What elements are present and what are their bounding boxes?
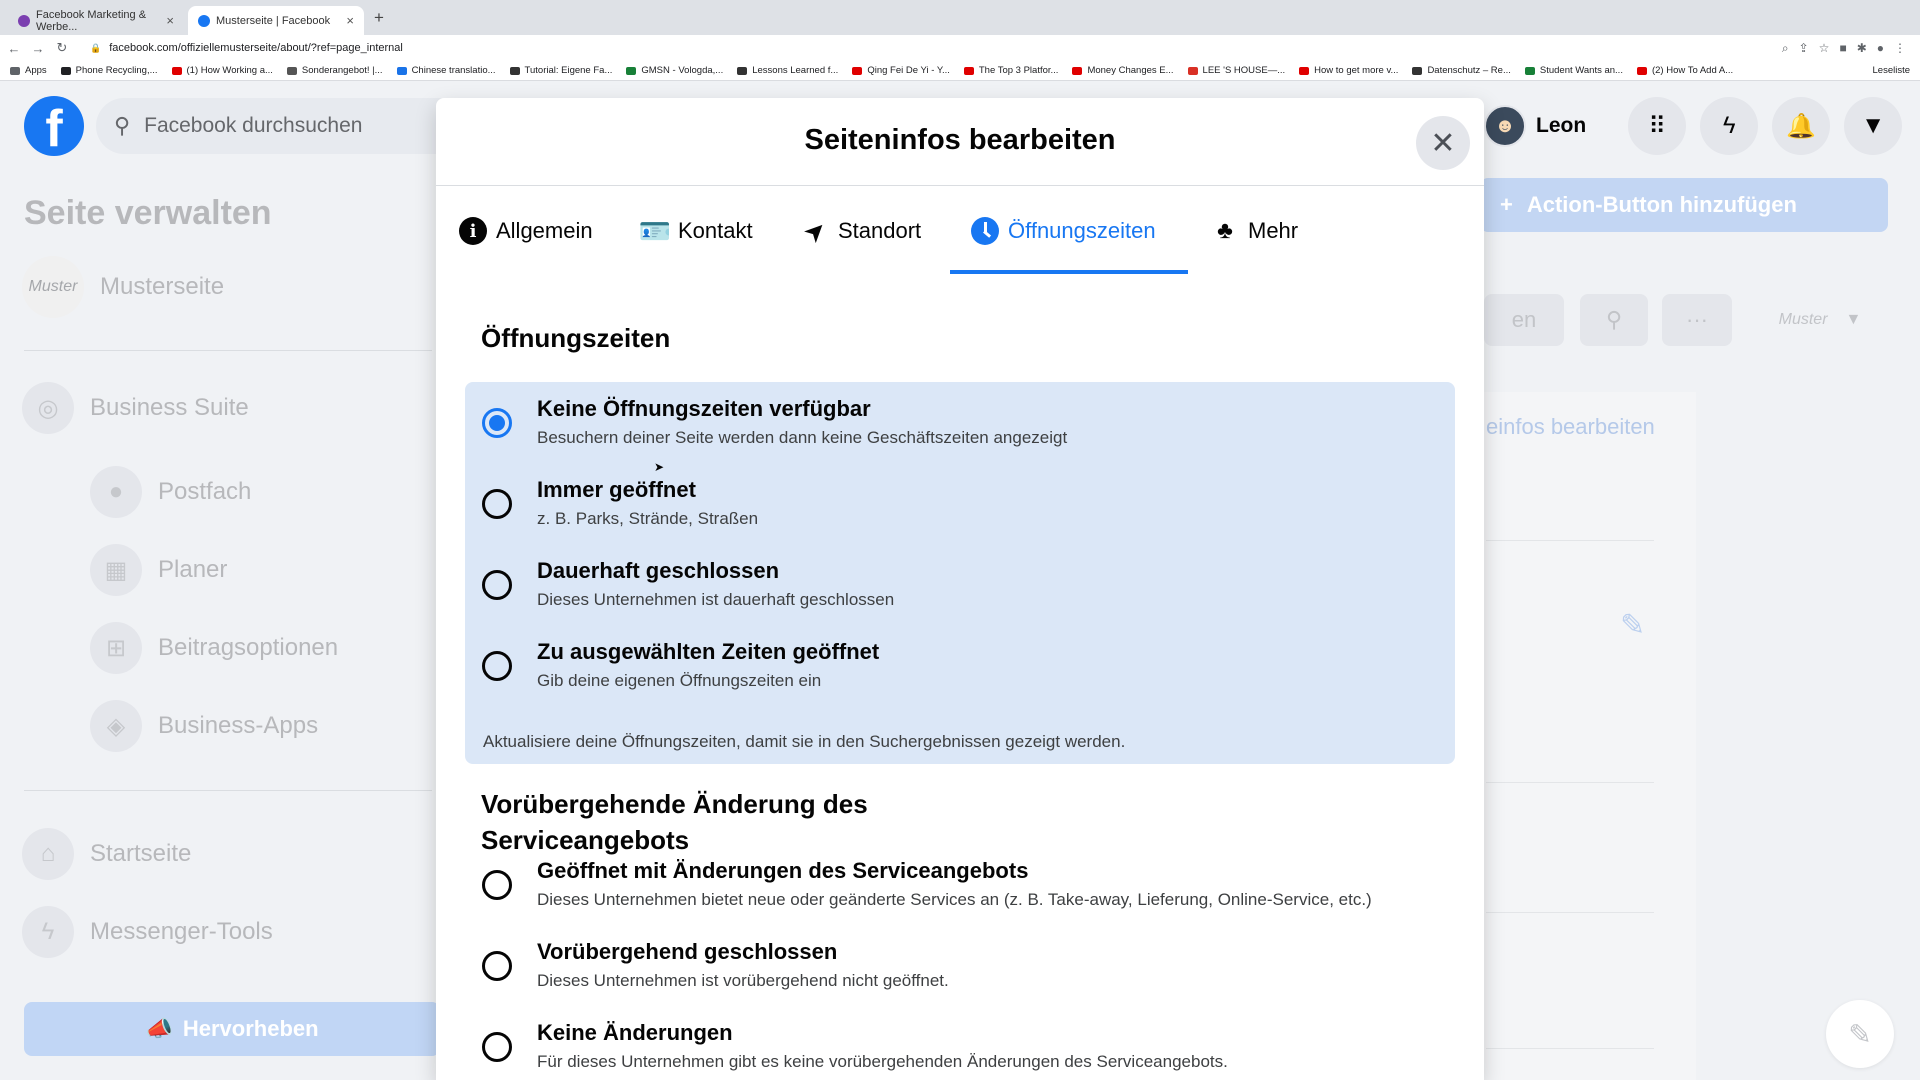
tab-favicon-icon	[18, 15, 30, 27]
bookmark-item[interactable]	[1299, 65, 1398, 76]
sidebar-divider	[24, 790, 432, 791]
facebook-favicon-icon	[198, 15, 210, 27]
cube-icon: ◈	[90, 700, 142, 752]
sidebar-item-label: Business Suite	[90, 394, 249, 421]
bookmark-label: The Top 3 Platfor...	[978, 65, 1059, 76]
bookmark-favicon-icon	[737, 67, 747, 75]
bookmark-favicon-icon	[1637, 67, 1647, 75]
bookmark-label: Chinese translatio...	[411, 65, 496, 76]
shapes-icon: ♣	[1217, 217, 1233, 244]
bookmark-item[interactable]	[287, 65, 383, 76]
option-description: Dieses Unternehmen ist dauerhaft geschlossen	[537, 590, 895, 609]
page-logo-text: Muster	[28, 278, 78, 295]
grid-icon: ⠿	[1648, 112, 1666, 140]
radio[interactable]	[482, 489, 512, 519]
bookmark-item[interactable]	[1412, 65, 1510, 76]
bookmark-item[interactable]	[626, 65, 723, 76]
notifications-button[interactable]	[1772, 97, 1830, 155]
action-button-label: Action-Button hinzufügen	[1526, 192, 1797, 217]
clock-icon	[970, 216, 1000, 246]
bookmark-item[interactable]	[1072, 65, 1173, 76]
hours-option-always-open[interactable]	[482, 475, 758, 533]
browser-tab-2[interactable]	[188, 6, 364, 35]
bookmark-label: Datenschutz – Re...	[1427, 65, 1511, 76]
bookmark-label: Sonderangebot! |...	[301, 65, 383, 76]
sidebar-item-label: Planer	[158, 556, 228, 583]
option-description: z. B. Parks, Strände, Straßen	[537, 509, 759, 528]
bookmark-item[interactable]	[510, 65, 613, 76]
calendar-icon: ▦	[90, 544, 142, 596]
dialog-title: Seiteninfos bearbeiten	[804, 124, 1116, 156]
url-text: facebook.com/offiziellemusterseite/about/?ref=page_internal	[109, 42, 403, 54]
sidebar-item-planer[interactable]	[90, 544, 227, 596]
location-arrow-icon: ➤	[796, 212, 833, 249]
business-suite-icon: ◎	[22, 382, 74, 434]
service-option-temporarily-closed[interactable]	[482, 937, 949, 995]
background-card	[1480, 392, 1696, 1080]
sidebar-item-messenger-tools[interactable]	[22, 906, 273, 958]
option-description: Gib deine eigenen Öffnungszeiten ein	[537, 671, 822, 690]
address-bar	[0, 35, 1920, 61]
more-dots-icon: ···	[1686, 307, 1708, 332]
sidebar-item-postfach[interactable]	[90, 466, 251, 518]
new-tab-icon[interactable]: +	[374, 8, 384, 27]
bookmark-item[interactable]	[10, 65, 47, 76]
chat-bubble-icon: ●	[90, 466, 142, 518]
profile-link[interactable]	[1484, 105, 1586, 147]
bookmark-favicon-icon	[510, 67, 520, 75]
page-search-button[interactable]	[1580, 294, 1648, 346]
service-option-no-changes[interactable]	[482, 1018, 1228, 1076]
page-more-button[interactable]	[1662, 294, 1732, 346]
bookmark-label: Qing Fei De Yi - Y...	[867, 65, 950, 76]
promote-label: Hervorheben	[182, 1016, 319, 1041]
close-icon: ✕	[1430, 126, 1456, 160]
extension-icon[interactable]: ■	[1839, 41, 1847, 55]
tab-kontakt[interactable]	[640, 216, 753, 276]
option-title: Geöffnet mit Änderungen des Serviceangebots	[537, 858, 1029, 883]
option-title: Dauerhaft geschlossen	[537, 558, 780, 583]
radio[interactable]	[482, 870, 512, 900]
tab-label: Allgemein	[496, 218, 593, 243]
tab-allgemein[interactable]	[458, 216, 593, 276]
bookmark-label: Tutorial: Eigene Fa...	[524, 65, 613, 76]
sidebar-item-label: Beitragsoptionen	[158, 634, 339, 661]
option-title: Keine Änderungen	[537, 1020, 733, 1045]
sidebar-item-label: Messenger-Tools	[90, 918, 273, 945]
service-change-heading	[481, 786, 868, 858]
bookmark-label: Money Changes E...	[1087, 65, 1174, 76]
active-tab-indicator	[950, 270, 1188, 274]
search-placeholder: Facebook durchsuchen	[144, 114, 363, 137]
compose-icon: ✎	[1848, 1018, 1872, 1050]
page-logo	[22, 256, 84, 318]
browser-tab-strip	[0, 0, 1920, 35]
tab-label: Kontakt	[678, 218, 753, 243]
promote-button[interactable]	[24, 1002, 440, 1056]
bookmark-label: Lessons Learned f...	[752, 65, 839, 76]
avatar: ☻	[1484, 105, 1526, 147]
divider	[1486, 912, 1654, 913]
browser-tab-title: Facebook Marketing & Werbe...	[36, 8, 147, 33]
tab-label: Mehr	[1248, 218, 1299, 243]
bookmark-favicon-icon	[61, 67, 71, 75]
page-switcher[interactable]	[1760, 294, 1880, 346]
bell-icon: 🔔	[1786, 112, 1817, 140]
bookmark-favicon-icon	[397, 67, 407, 75]
tab-standort[interactable]	[796, 212, 922, 276]
menu-grid-button[interactable]	[1628, 97, 1686, 155]
radio[interactable]	[482, 570, 512, 600]
user-name: Leon	[1536, 114, 1587, 137]
browser-tab-title: Musterseite | Facebook	[216, 14, 331, 27]
radio-selected[interactable]	[482, 408, 512, 438]
info-icon: i	[458, 216, 488, 246]
tab-mehr[interactable]	[1210, 216, 1298, 276]
close-dialog-button[interactable]	[1416, 116, 1470, 170]
option-title: Zu ausgewählten Zeiten geöffnet	[537, 639, 880, 664]
sidebar-item-business-suite[interactable]	[22, 382, 249, 434]
share-icon[interactable]: ⇪	[1798, 41, 1809, 55]
browser-tab-1[interactable]	[8, 6, 184, 35]
service-heading-line-2: Serviceangebots	[481, 825, 690, 855]
sidebar-item-business-apps[interactable]	[90, 700, 318, 752]
bookmark-favicon-icon	[626, 67, 636, 75]
menu-dots-icon[interactable]: ⋮	[1894, 41, 1906, 55]
hours-option-selected-times[interactable]	[482, 637, 879, 695]
sidebar-item-beitragsoptionen[interactable]	[90, 622, 338, 674]
bookmark-item[interactable]	[1525, 65, 1623, 76]
bookmark-star-icon[interactable]: ☆	[1818, 41, 1830, 55]
page-name: Musterseite	[100, 273, 225, 300]
bookmark-favicon-icon	[1072, 67, 1082, 75]
hours-options-box	[465, 382, 1455, 764]
reading-list-button[interactable]: Leseliste	[1872, 65, 1910, 76]
option-title: Immer geöffnet	[537, 477, 696, 502]
forward-arrow-icon[interactable]: →	[31, 40, 45, 56]
bookmark-favicon-icon	[1525, 67, 1535, 75]
contact-card-icon: 🪪	[638, 215, 672, 246]
add-action-button[interactable]	[1480, 178, 1888, 232]
search-icon: ⚲	[114, 113, 131, 138]
bookmark-item[interactable]	[1188, 65, 1286, 76]
bookmark-item[interactable]	[172, 65, 273, 76]
tab-label: Öffnungszeiten	[1008, 218, 1156, 243]
sidebar-divider	[24, 350, 432, 351]
account-menu-button[interactable]	[1844, 97, 1902, 155]
radio[interactable]	[482, 951, 512, 981]
close-tab-icon[interactable]: ×	[346, 13, 354, 28]
divider	[1486, 540, 1654, 541]
sidebar-title: Seite verwalten	[24, 194, 272, 232]
bookmark-item[interactable]	[61, 65, 158, 76]
bookmarks-bar	[0, 61, 1920, 81]
url-field[interactable]	[90, 42, 403, 54]
edit-page-info-link[interactable]: einfos bearbeiten	[1486, 414, 1655, 439]
bookmark-favicon-icon	[1299, 67, 1309, 75]
tab-label: Standort	[838, 218, 922, 243]
back-arrow-icon[interactable]: ←	[7, 40, 21, 56]
messenger-icon: ϟ	[22, 906, 74, 958]
post-options-icon: ⊞	[90, 622, 142, 674]
bookmark-favicon-icon	[172, 67, 182, 75]
bookmark-label: GMSN - Vologda,...	[641, 65, 724, 76]
mouse-cursor: ➤	[654, 460, 665, 474]
messenger-button[interactable]	[1700, 97, 1758, 155]
bookmark-label: Student Wants an...	[1539, 65, 1623, 76]
hours-option-permanently-closed[interactable]	[482, 556, 894, 614]
bookmark-item[interactable]	[852, 65, 950, 76]
option-description: Dieses Unternehmen bietet neue oder geänderte Services an (z. B. Take-away, Lieferung, Online-Service, etc.)	[537, 890, 1372, 909]
sidebar-item-label: Postfach	[158, 478, 252, 505]
top-right-actions	[1484, 96, 1902, 156]
bookmark-label: How to get more v...	[1314, 65, 1399, 76]
bookmark-item[interactable]	[964, 65, 1059, 76]
bookmark-item[interactable]	[737, 65, 838, 76]
bookmark-label: Apps	[25, 65, 47, 76]
home-icon: ⌂	[22, 828, 74, 880]
sidebar-page-link[interactable]	[22, 256, 224, 318]
option-description: Dieses Unternehmen ist vorübergehend nicht geöffnet.	[537, 971, 949, 990]
dialog-header	[436, 98, 1484, 186]
divider	[1486, 1048, 1654, 1049]
background-tab-label: en	[1511, 307, 1537, 332]
compose-message-button[interactable]	[1826, 1000, 1894, 1068]
plus-icon: +	[1500, 192, 1513, 217]
background-tab-partial[interactable]	[1484, 294, 1564, 346]
service-option-changed[interactable]	[482, 856, 1372, 914]
divider	[1486, 782, 1654, 783]
bookmark-favicon-icon	[1188, 67, 1198, 75]
zoom-icon[interactable]: ⌕	[1781, 41, 1789, 55]
hours-heading: Öffnungszeiten	[481, 323, 671, 353]
megaphone-icon: 📣	[145, 1016, 173, 1041]
bookmark-favicon-icon	[10, 67, 20, 75]
bookmark-favicon-icon	[1412, 67, 1422, 75]
bookmark-favicon-icon	[964, 67, 974, 75]
bookmark-label: (1) How Working a...	[186, 65, 273, 76]
facebook-logo[interactable]: f	[24, 96, 84, 156]
sidebar-item-label: Business-Apps	[158, 712, 319, 739]
sidebar-item-startseite[interactable]	[22, 828, 191, 880]
bookmark-favicon-icon	[852, 67, 862, 75]
sidebar-item-label: Startseite	[90, 840, 192, 867]
option-description: Besuchern deiner Seite werden dann keine Geschäftszeiten angezeigt	[537, 428, 1068, 447]
puzzle-icon[interactable]: ✱	[1856, 41, 1867, 55]
page-logo-text: Muster	[1778, 311, 1828, 328]
hours-option-none[interactable]	[482, 394, 1067, 452]
page-management-sidebar	[0, 156, 440, 1080]
lock-icon: 🔒	[90, 42, 102, 53]
reload-icon[interactable]: ↻	[56, 40, 68, 55]
search-icon: ⚲	[1605, 307, 1623, 332]
radio[interactable]	[482, 1032, 512, 1062]
option-title: Keine Öffnungszeiten verfügbar	[537, 396, 871, 421]
caret-down-icon: ▼	[1845, 311, 1862, 328]
bookmark-label: Phone Recycling,...	[75, 65, 158, 76]
service-heading-line-1: Vorübergehende Änderung des	[481, 789, 868, 819]
pencil-icon[interactable]: ✎	[1620, 609, 1646, 642]
messenger-icon: ϟ	[1722, 112, 1736, 139]
caret-down-icon: ▼	[1861, 112, 1886, 139]
close-tab-icon[interactable]: ×	[166, 13, 174, 28]
profile-icon[interactable]: ●	[1876, 41, 1884, 55]
tab-oeffnungszeiten[interactable]	[970, 216, 1156, 276]
bookmark-label: LEE 'S HOUSE—...	[1202, 65, 1286, 76]
bookmark-item[interactable]	[1637, 65, 1733, 76]
hours-note: Aktualisiere deine Öffnungszeiten, damit sie in den Suchergebnissen gezeigt werden.	[483, 732, 1126, 751]
radio[interactable]	[482, 651, 512, 681]
edit-page-info-dialog	[436, 98, 1484, 1080]
bookmark-label: (2) How To Add A...	[1651, 65, 1734, 76]
bookmark-favicon-icon	[287, 67, 297, 75]
bookmark-item[interactable]	[397, 65, 496, 76]
option-title: Vorübergehend geschlossen	[537, 939, 838, 964]
address-bar-actions	[1782, 41, 1906, 56]
dialog-tabs	[436, 212, 1484, 276]
option-description: Für dieses Unternehmen gibt es keine vorübergehenden Änderungen des Serviceangebots.	[537, 1052, 1228, 1071]
